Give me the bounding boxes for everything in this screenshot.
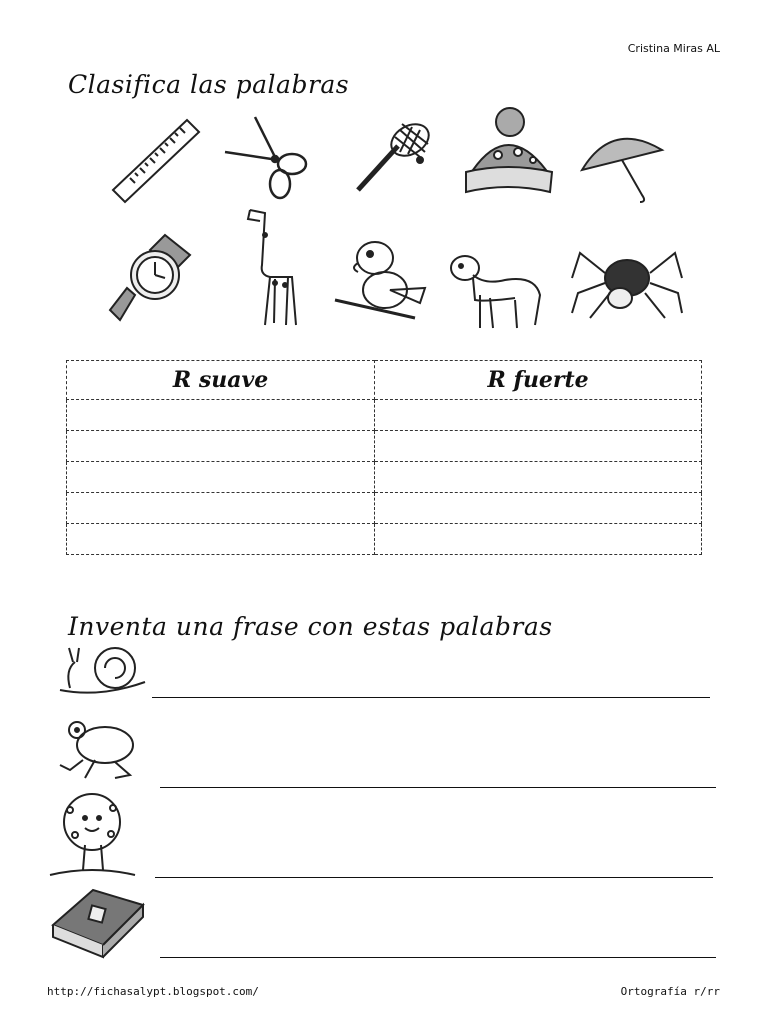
- table-row: [67, 400, 702, 431]
- sentence-line[interactable]: [160, 787, 716, 788]
- umbrella-icon: [572, 120, 672, 220]
- classification-table: [66, 360, 702, 555]
- racket-icon: [340, 112, 440, 212]
- section-title-classify: Clasifica las palabras: [68, 70, 350, 99]
- spider-icon: [570, 238, 685, 338]
- table-cell[interactable]: [375, 493, 702, 524]
- table-row: [67, 524, 702, 555]
- ruler-icon: [105, 112, 205, 212]
- giraffe-icon: [230, 205, 310, 330]
- author-label: Cristina Miras AL: [627, 42, 720, 55]
- snail-icon: [55, 640, 150, 700]
- frog-icon: [55, 710, 140, 785]
- table-cell[interactable]: [67, 462, 375, 493]
- parrot-icon: [330, 228, 435, 328]
- table-cell[interactable]: [67, 431, 375, 462]
- watch-icon: [105, 230, 205, 330]
- dog-icon: [445, 240, 545, 340]
- book-icon: [48, 885, 148, 960]
- table-cell[interactable]: [375, 400, 702, 431]
- tree-icon: [45, 790, 140, 880]
- table-row: [67, 493, 702, 524]
- section-title-sentences: Inventa una frase con estas palabras: [68, 612, 553, 641]
- column-header-r-suave: R suave: [67, 361, 375, 400]
- table-row: [67, 462, 702, 493]
- table-row: [67, 431, 702, 462]
- column-header-r-fuerte: R fuerte: [375, 361, 702, 400]
- table-cell[interactable]: [67, 400, 375, 431]
- table-cell[interactable]: [375, 462, 702, 493]
- table-cell[interactable]: [67, 524, 375, 555]
- footer-subject: Ortografía r/rr: [620, 985, 720, 998]
- footer-url[interactable]: http://fichasalypt.blogspot.com/: [47, 985, 259, 998]
- sentence-line[interactable]: [155, 877, 713, 878]
- table-cell[interactable]: [67, 493, 375, 524]
- sentence-line[interactable]: [152, 697, 710, 698]
- table-cell[interactable]: [375, 431, 702, 462]
- scissors-icon: [220, 112, 320, 212]
- sentence-line[interactable]: [160, 957, 716, 958]
- wool-hat-icon: [458, 100, 558, 200]
- table-cell[interactable]: [375, 524, 702, 555]
